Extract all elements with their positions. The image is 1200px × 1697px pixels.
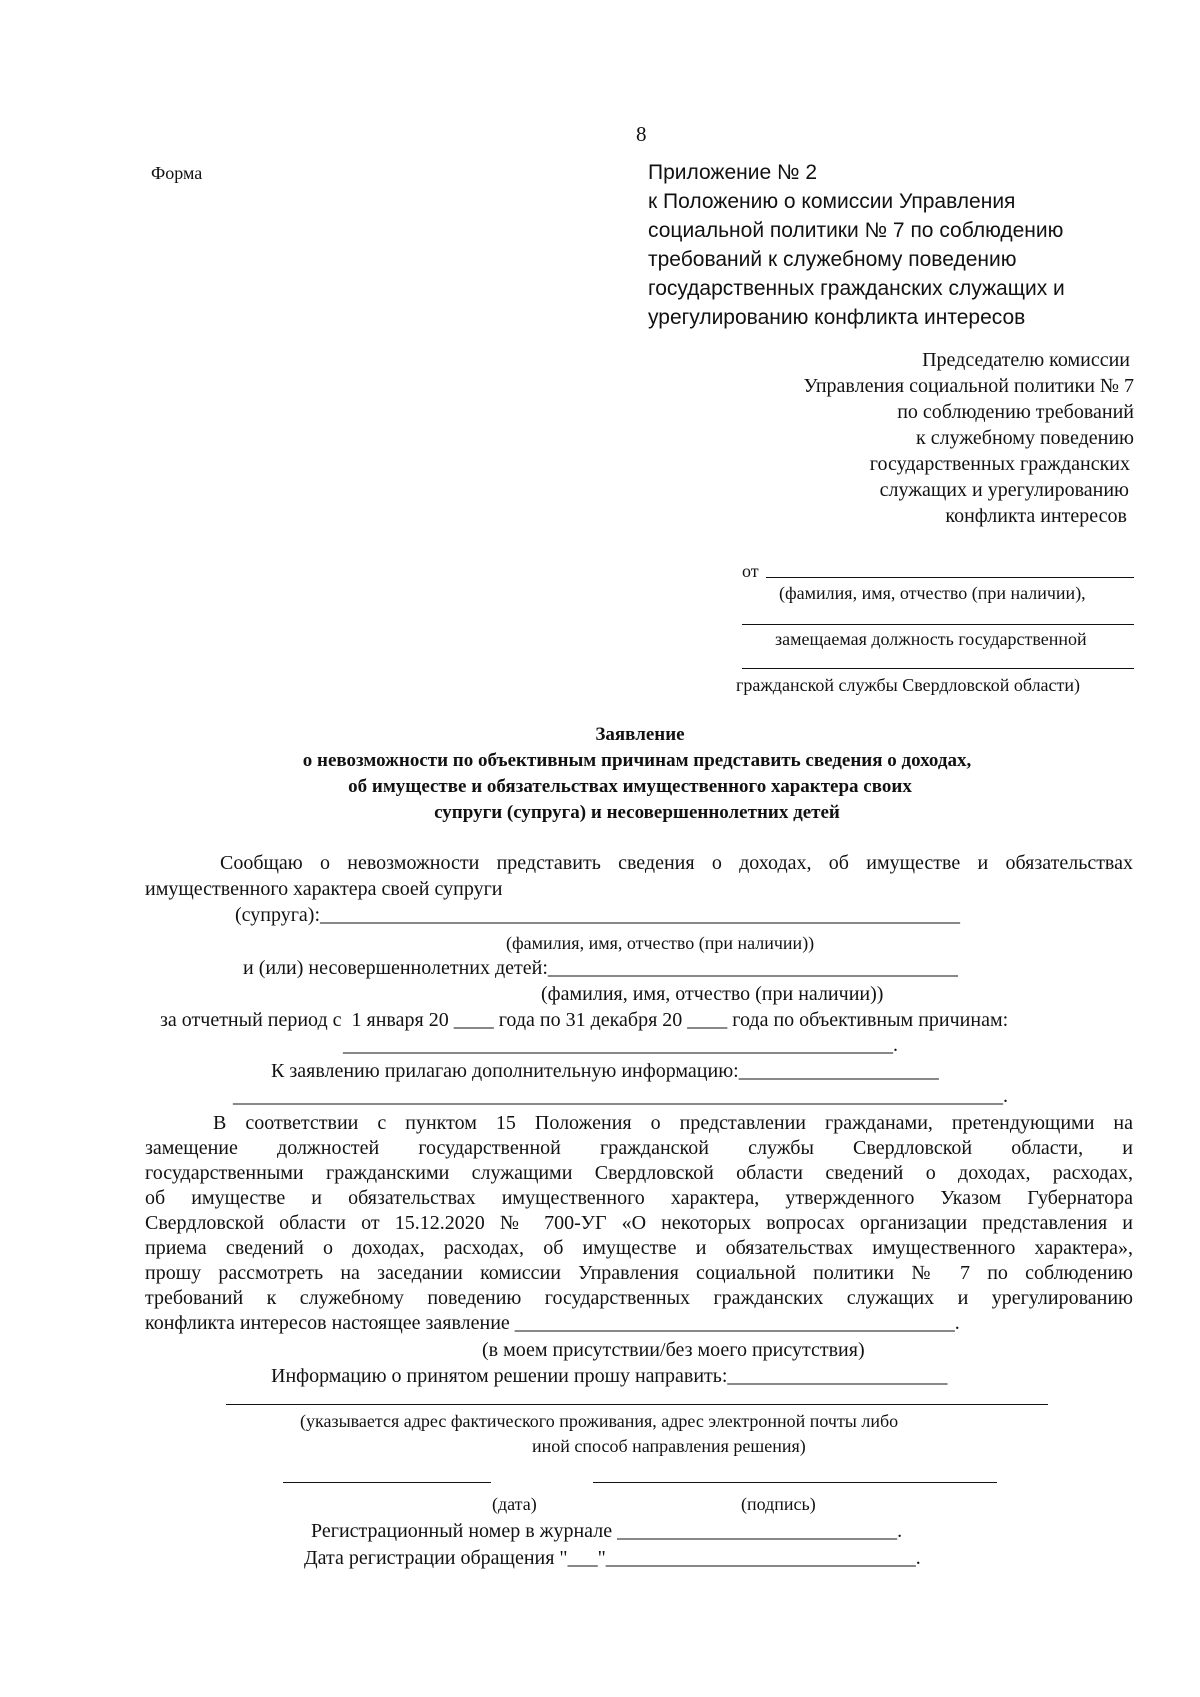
addressee-line: по соблюдению требований (897, 401, 1134, 423)
appendix-line: урегулированию конфликта интересов (648, 306, 1026, 329)
from-label: от (742, 561, 759, 581)
body-line: Сообщаю о невозможности представить сведения о доходах, об имуществе и обязательствах (220, 852, 1133, 874)
body-line: требований к служебному поведению государственных гражданских служащих и урегулированию (145, 1287, 1133, 1309)
info-line[interactable]: Информацию о принятом решении прошу направить:______________________ (271, 1365, 948, 1387)
title-line: об имуществе и обязательствах имущественного характера своих (348, 776, 912, 797)
body-line: государственными гражданскими служащими Свердловской области сведений о доходах, расходах, (145, 1162, 1133, 1184)
body-line[interactable]: конфликта интересов настоящее заявление ____________________________________________. (145, 1312, 960, 1334)
hint-position: замещаемая должность государственной (775, 629, 1087, 649)
appendix-line: Приложение № 2 (648, 161, 818, 184)
registration-date[interactable]: Дата регистрации обращения "___"_______________________________. (304, 1547, 921, 1569)
appendix-line: социальной политики № 7 по соблюдению (648, 219, 1064, 242)
body-line: имущественного характера своей супруги (145, 878, 503, 900)
date-label: (дата) (492, 1494, 537, 1514)
registration-number[interactable]: Регистрационный номер в журнале ____________________________. (311, 1520, 903, 1542)
form-label: Форма (151, 163, 203, 183)
sender-name-blank[interactable] (766, 577, 1134, 578)
period-line[interactable]: за отчетный период с 1 января 20 ____ года по 31 декабря 20 ____ года по объективным причинам: (160, 1009, 1009, 1031)
children-field[interactable]: и (или) несовершеннолетних детей:_________________________________________ (243, 957, 958, 979)
title-line: супруги (супруга) и несовершеннолетних детей (434, 802, 840, 823)
addressee-line: к служебному поведению (916, 427, 1134, 449)
address-hint: иной способ направления решения) (532, 1436, 806, 1456)
attach-blank[interactable]: _____________________________________________________________________________. (233, 1085, 1008, 1107)
signature-blank-text (593, 1466, 944, 1484)
reasons-blank[interactable]: _______________________________________________________. (343, 1034, 898, 1056)
addressee-line: государственных гражданских (869, 453, 1130, 475)
addressee-line: служащих и урегулированию (879, 479, 1129, 501)
addressee-line: конфликта интересов (945, 505, 1127, 527)
appendix-line: государственных гражданских служащих и (648, 277, 1065, 300)
presence-hint: (в моем присутствии/без моего присутствия) (482, 1339, 865, 1361)
body-line: об имуществе и обязательствах имущественного характера, утвержденного Указом Губернатора (145, 1187, 1133, 1209)
children-hint: (фамилия, имя, отчество (при наличии)) (541, 983, 884, 1005)
body-line: Свердловской области от 15.12.2020 № 700-УГ «О некоторых вопросах организации представления и (145, 1212, 1133, 1234)
spouse-hint: (фамилия, имя, отчество (при наличии)) (506, 933, 815, 953)
appendix-line: к Положению о комиссии Управления (648, 190, 1016, 213)
spouse-field[interactable]: (супруга):________________________________________________________________ (235, 904, 961, 926)
sender-position-blank-1[interactable] (742, 624, 1134, 625)
attach-line[interactable]: К заявлению прилагаю дополнительную информацию:____________________ (271, 1060, 939, 1082)
addressee-line: Управления социальной политики № 7 (803, 375, 1134, 397)
body-line: замещение должностей государственной гражданской службы Свердловской области, и (145, 1137, 1133, 1159)
title-line: о невозможности по объективным причинам представить сведения о доходах, (302, 750, 972, 771)
title-heading: Заявление (595, 724, 685, 745)
address-hint: (указывается адрес фактического проживания, адрес электронной почты либо (300, 1411, 899, 1431)
addressee-line: Председателю комиссии (922, 349, 1130, 371)
date-blank-text (283, 1466, 463, 1484)
hint-service: гражданской службы Свердловской области) (736, 675, 1081, 695)
body-line: В соответствии с пунктом 15 Положения о представлении гражданами, претендующими на (213, 1112, 1133, 1134)
address-blank[interactable] (226, 1404, 1048, 1405)
appendix-line: требований к служебному поведению (648, 248, 1017, 271)
sender-position-blank-2[interactable] (742, 668, 1134, 669)
page-number: 8 (636, 122, 647, 146)
hint-name: (фамилия, имя, отчество (при наличии), (779, 583, 1086, 603)
body-line: прошу рассмотреть на заседании комиссии Управления социальной политики № 7 по соблюдению (145, 1262, 1133, 1284)
signature-label: (подпись) (741, 1494, 816, 1514)
body-line: приема сведений о доходах, расходах, об имуществе и обязательствах имущественного характера», (145, 1237, 1133, 1259)
